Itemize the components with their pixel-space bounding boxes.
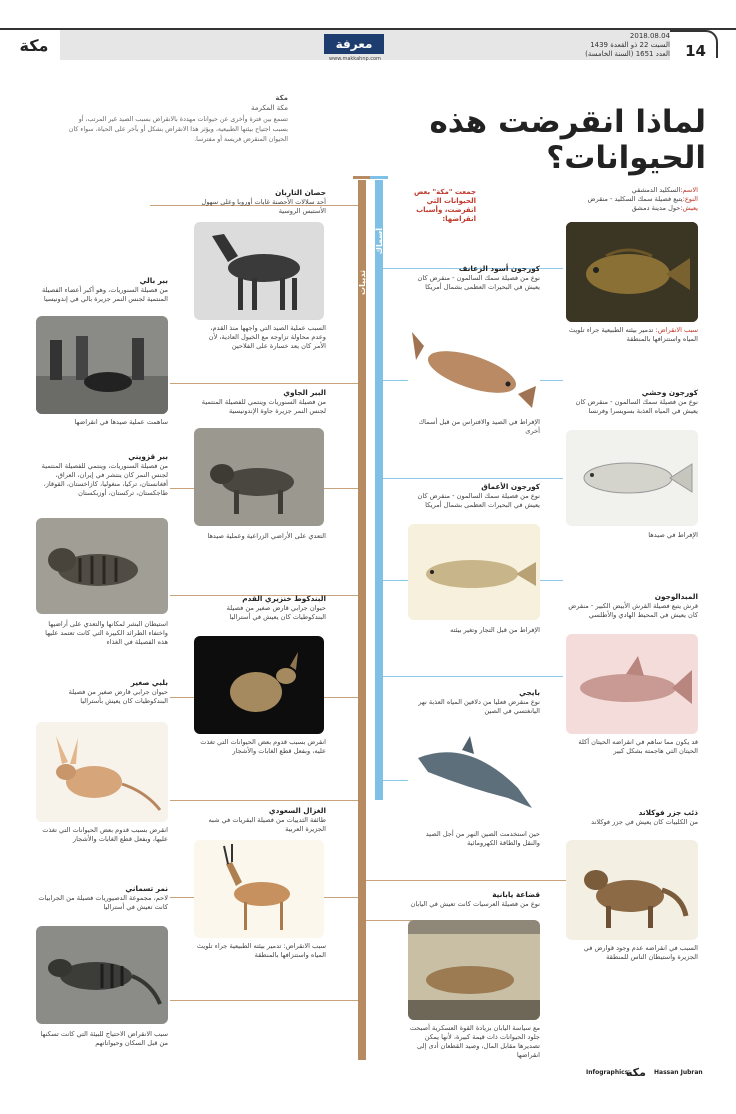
bandicoot-photo: [194, 636, 324, 734]
page-header: [0, 0, 736, 90]
label-name: الاسم:: [680, 186, 698, 194]
dolphin-illustration: [408, 728, 540, 824]
entry-cause-text: مع سياسة اليابان بزيادة القوة العسكرية أصبحت جلود الحيوانات ذات قيمة كبيرة، لأنها يمكن تصديرها مقابل المال، وصيد القطعان أدى إلى انقراضها: [409, 1024, 540, 1059]
bali-tiger-photo: [36, 316, 168, 414]
entry-desc: لاحم، مجموعة الدصيوريات فصيلة من الجرابيات كانت تعيش في أستراليا: [38, 894, 168, 911]
issue-number: العدد 1651 (السنة الخامسة): [585, 50, 670, 58]
wolf-illustration: [566, 840, 698, 940]
footer-infographics: Infographics: [586, 1069, 629, 1076]
connector: [366, 880, 566, 881]
entry-cause: [194, 942, 326, 960]
entry-cause-text: الإفراط في الصيد والافتراس من قبل أسماك أخرى: [418, 418, 540, 435]
entry-cause-text: حين استخدمت الصين النهر من أجل الصيد والنقل والطاقة الكهرومائية: [425, 830, 540, 847]
entry-desc: نوع من فصيلة سمك السالمون - منقرض كان يعيش في المياه العذبة بسويسرا وفرنسا: [575, 398, 698, 415]
entry-cause: [36, 620, 168, 647]
masthead-url[interactable]: www.makkahnp.com: [329, 56, 381, 62]
entry-cause: [408, 1024, 540, 1060]
gazelle-illustration: [194, 840, 324, 938]
intro-text: تسمع بين فترة وأخرى عن حيوانات مهددة بالانقراض بسبب الصيد غير المرتب، أو بسبب اجتياح بيئتها الطبيعية، ويؤثر هذا الانقراض بشكل أو بآخر على الحياة، سواء كان الحيوان المنقرض فريسة أو مفترسا.: [68, 116, 288, 143]
entry-name: قضاعة يابانية: [492, 890, 540, 899]
entry-desc: قرش يتبع فصيلة القرش الأبيض الكبير - منقرض كان يعيش في المحيط الهادي والأطلسي: [568, 602, 698, 619]
entry-desc: من فصيلة السنوريات وينتمي للفصيلة المنتمية لجنس النمر جزيرة جاوة الإندونيسية: [201, 398, 326, 415]
entry-saudi-gazelle: [194, 806, 326, 834]
entry-cause-text: ساهمت عملية صيدها في انقراضها: [74, 418, 168, 426]
mammals-axis-label: ثدييات: [358, 270, 367, 295]
timeline-intro-note: جمعت "مكة" بعض الحيوانات التي انقرضت، وأسباب انقراضها:: [413, 188, 476, 223]
intro-location: مكة المكرمة: [251, 104, 288, 112]
entry-cause-text: الإفراط في صيدها: [648, 531, 698, 539]
issue-date-hijri: السبت 22 ذو القعدة 1439: [590, 41, 670, 49]
entry-cause: [194, 532, 326, 541]
fish-axis-cap: [370, 176, 388, 179]
entry-desc: طائفة الثدييات من فصيلة البقريات في شبه الجزيرة العربية: [208, 816, 326, 833]
entry-type: يتبع فصيلة سمك السكليد - منقرض: [587, 195, 683, 203]
entry-desc: حيوان جرابي قارض صغير من فصيلة البندكوطيات كان يعيش بأستراليا: [68, 688, 168, 705]
javan-tiger-photo: [194, 428, 324, 526]
entry-name: الغزال السعودي: [268, 806, 326, 815]
entry-name: البندكوط خنزيري القدم: [242, 594, 326, 603]
entry-cause: [408, 830, 540, 848]
entry-cause: [408, 418, 540, 436]
entry-thylacine: [36, 884, 168, 912]
entry-cause: [36, 1030, 168, 1048]
entry-desc: نوع من فصيلة سمك السالمون - منقرض كان يعيش في البحيرات العظمى بشمال أمريكا: [417, 274, 540, 291]
connector: [170, 1000, 358, 1001]
entry-cause-text: قد يكون مما ساهم في انقراضه الحيتان آكلة الحيتان التي هاجمته بشكل كبير: [578, 738, 698, 755]
entry-name: نمر تسماني: [125, 884, 168, 893]
entry-damascus-cichlid: [566, 186, 698, 213]
label-habitat: يعيش:: [680, 204, 698, 212]
entry-deepwater-cisco: [408, 482, 540, 510]
entry-cause-text: استيطان البشر لمكانها والتعدي على أراضيها واختفاء الطرائد الكبيرة التي كانت تعتمد عليها هذه الفصيلة في الغذاء: [45, 620, 168, 646]
entry-cause-text: السبب عملية الصيد التي واجهها منذ القدم، وعدم محاولة تزاوجه مع الخيول العادية، لأن الأمر كان يعد خسارة على الفلاحين: [208, 324, 326, 350]
entry-cause: [566, 326, 698, 344]
fish-illustration: [408, 316, 540, 412]
entry-name: كورجون وحشي: [641, 388, 698, 397]
page-title: لماذا انقرضت هذه الحيوانات؟: [429, 104, 706, 176]
issue-date-gregorian: 2018.08.04: [629, 32, 670, 40]
entry-desc: من فصيلة السنوريات، وهو أكبر أعضاء الفصيلة المنتمية لجنس النمر جزيرة بالي في إندونيسيا: [41, 286, 168, 303]
page-number: 14: [685, 42, 706, 60]
mammals-axis: [358, 180, 366, 1060]
entry-cause: [36, 418, 168, 427]
connector: [383, 478, 563, 479]
entry-desc: نوع من فصيلة العرسيات كانت تعيش في اليابان: [410, 900, 540, 908]
entry-name: ببر بالي: [139, 276, 168, 285]
entry-cause: [566, 944, 698, 962]
entry-cause-text: السبب في انقراضه عدم وجود قوارض في الجزيرة واستيطان الناس للمنطقة: [583, 944, 698, 961]
entry-name: ذئب جزر فوكلاند: [638, 808, 698, 817]
entry-name: كورجون أسود الزعانف: [458, 264, 540, 273]
horse-photo: [194, 222, 324, 320]
fish-axis-label: أسماك: [375, 228, 384, 255]
intro-block: [62, 93, 288, 145]
entry-japanese-otter: [408, 890, 540, 909]
entry-desc: حيوان جرابي قارض صغير من فصيلة البندكوطيات كان يعيش في أستراليا: [226, 604, 326, 621]
entry-desc: نوع منقرض فعليا من دلافين المياه العذبة نهر اليانغتسي في الصين: [418, 698, 540, 715]
entry-megalodon: [566, 592, 698, 620]
connector: [170, 800, 358, 801]
entry-habitat: حول مدينة دمشق: [631, 204, 681, 212]
entry-cause-text: سبب الانقراض: تدمير بيئته الطبيعية جراء تلويث المياه واستنزافها بالمنطقة: [196, 942, 326, 959]
entry-baiji: [408, 688, 540, 716]
entry-tarpan: [194, 188, 326, 216]
newspaper-logo[interactable]: مكة: [19, 36, 49, 55]
footer-author: Hassan Jubran: [654, 1069, 703, 1076]
footer-logo: مكة: [626, 1066, 646, 1079]
entry-javan-tiger: [194, 388, 326, 416]
entry-desc: من الكلبيات كان يعيش في جزر فوكلاند: [591, 818, 698, 826]
entry-desc: أحد سلالات الأحصنة غابات أوروبا وعلى سهول الأستبس الروسية: [201, 198, 326, 215]
intro-source: مكة: [275, 94, 288, 102]
credits-footer: [586, 1066, 706, 1080]
entry-blackfin-cisco: [408, 264, 540, 292]
entry-cause-text: الإفراط من قبل التجار وتغير بيئته: [450, 626, 540, 634]
issue-info: [520, 32, 670, 59]
entry-cause-text: سبب الانقراض الاحتياج للبيئة التي كانت تسكنها من قبل السكان وحيواناتهم: [40, 1030, 168, 1047]
entry-cause: [408, 626, 540, 635]
entry-cause-text: تدمير بيئته الطبيعية جراء تلويث المياه واستنزافها بالمنطقة: [568, 326, 698, 343]
caspian-tiger-photo: [36, 518, 168, 614]
entry-name: السكليد الدمشقي: [631, 186, 681, 194]
shark-illustration: [566, 634, 698, 734]
label-type: النوع:: [682, 195, 698, 203]
entry-name: حصان التاربان: [275, 188, 326, 197]
thylacine-photo: [36, 926, 168, 1024]
entry-cause: [194, 324, 326, 351]
entry-desc: نوع من فصيلة سمك السالمون - منقرض كان يعيش في البحيرات العظمى بشمال أمريكا: [417, 492, 540, 509]
entry-cause: [36, 826, 168, 844]
entry-cause: [194, 738, 326, 756]
bilby-illustration: [36, 722, 168, 822]
entry-cause: [566, 738, 698, 756]
section-masthead: معرفة: [324, 34, 384, 54]
entry-falkland-wolf: [566, 808, 698, 827]
mammals-axis-cap: [353, 176, 371, 179]
entry-name: بايجي: [519, 688, 540, 697]
entry-name: بلبي صغير: [130, 678, 168, 687]
entry-cause-text: انقرض بسبب قدوم بعض الحيوانات التي تغذت عليه، وبفعل قطع الغابات والأشجار: [200, 738, 326, 755]
entry-desc: من فصيلة السنوريات، وينتمي للفصيلة المنتمية لجنس النمر كان ينتشر في إيران، العراق، أفغانستان، تركيا، منغوليا، كازاخستان، القوقاز، طاجكستان، تركستان، أوزبكستان: [41, 462, 168, 497]
entry-caspian-tiger: [36, 452, 168, 498]
entry-name: ببر قزويني: [128, 452, 168, 461]
fish-photo: [566, 222, 698, 322]
connector: [170, 383, 358, 384]
entry-name: المبدالوجون: [654, 592, 698, 601]
entry-bali-tiger: [36, 276, 168, 304]
entry-pig-footed-bandicoot: [194, 594, 326, 622]
otter-photo: [408, 920, 540, 1020]
fish-sketch: [566, 430, 698, 526]
fish-axis: [375, 180, 383, 800]
label-cause: سبب الانقراض:: [655, 326, 698, 334]
entry-lesser-bilby: [36, 678, 168, 706]
entry-wild-cisco: [566, 388, 698, 416]
entry-cause-text: التعدي على الأراضي الزراعية وعملية صيدها: [207, 532, 326, 540]
connector: [383, 676, 563, 677]
fish-illustration: [408, 524, 540, 620]
entry-cause-text: انقرض بسبب قدوم بعض الحيوانات التي تغذت عليها، وبفعل قطع الغابات والأشجار: [42, 826, 168, 843]
entry-name: كورجون الأعماق: [481, 482, 540, 491]
entry-name: الببر الجاوي: [283, 388, 326, 397]
entry-cause: [566, 531, 698, 540]
